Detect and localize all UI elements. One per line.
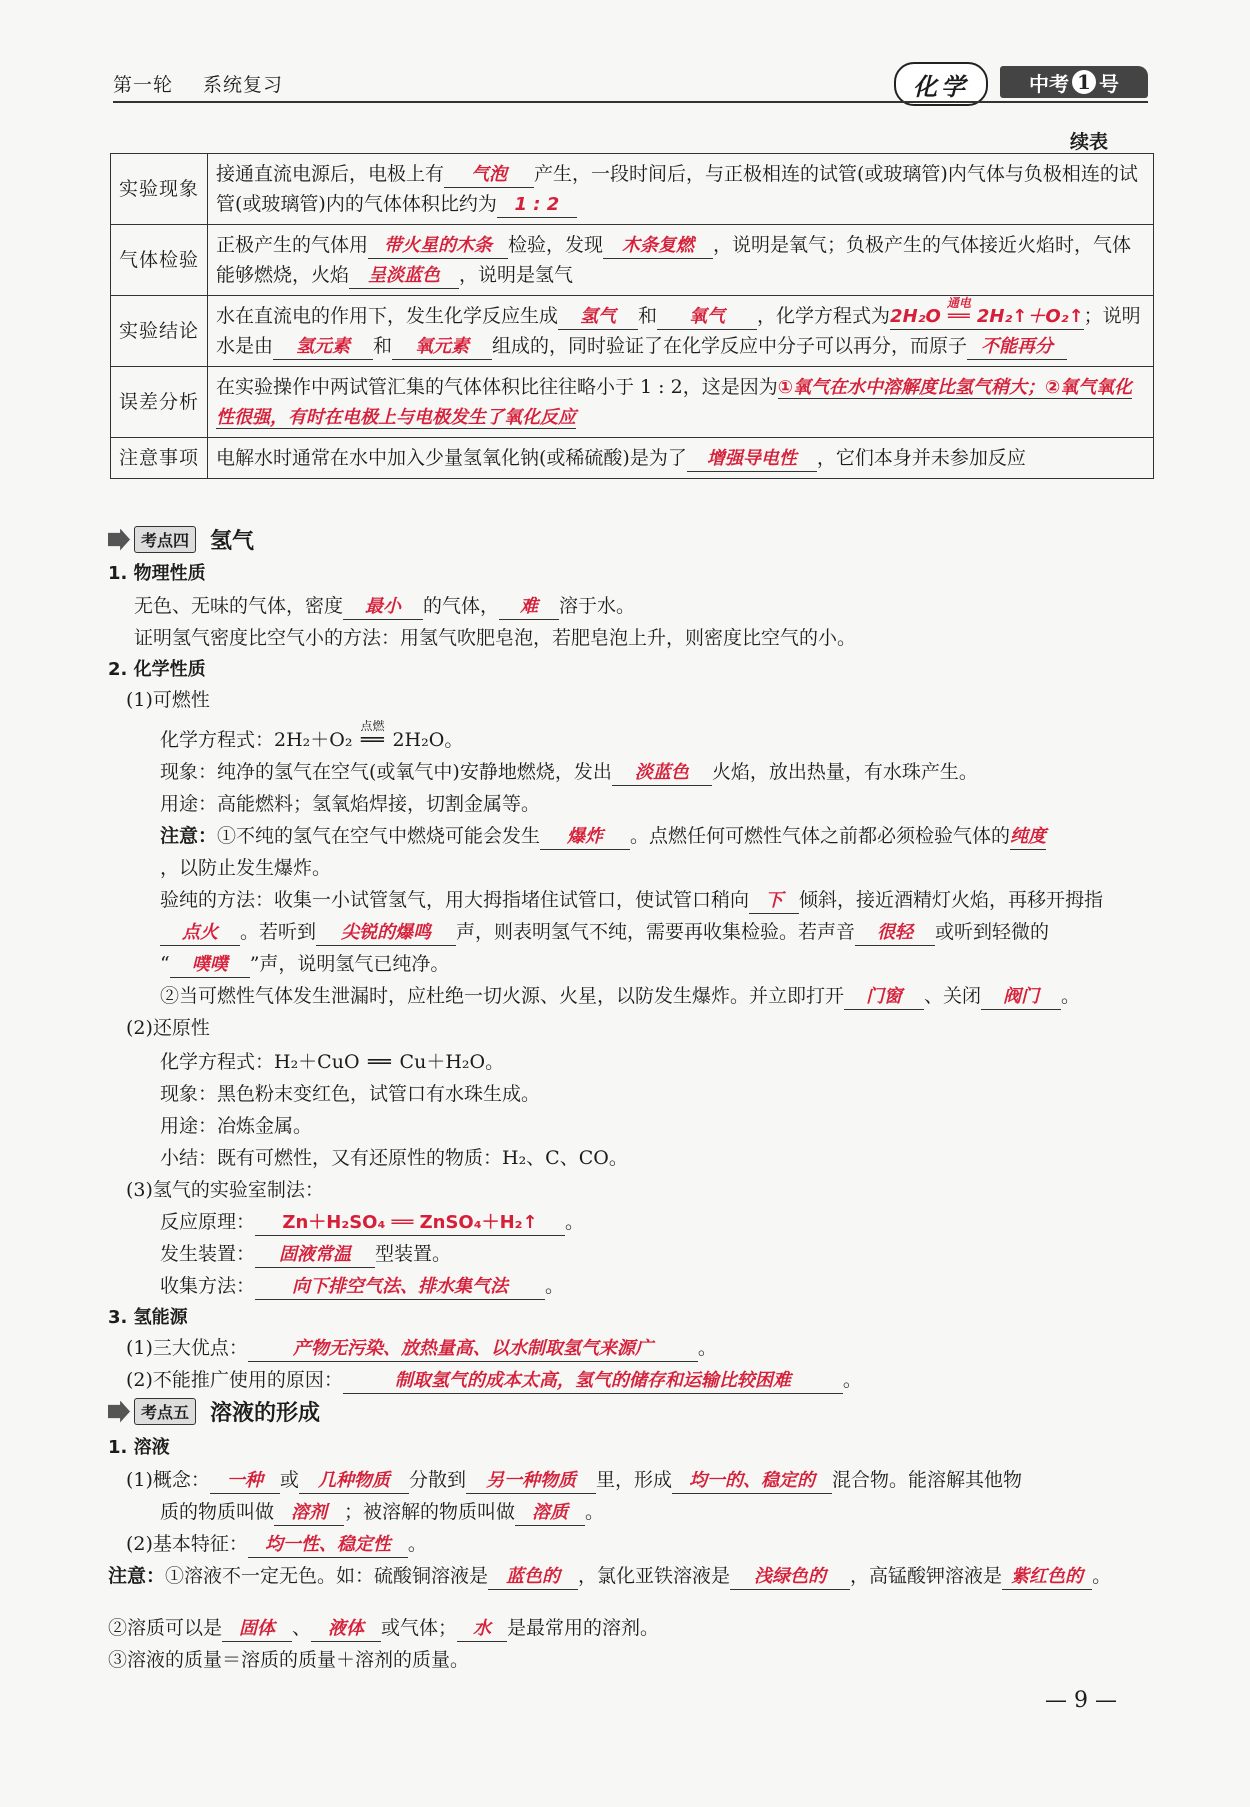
subheading: 1. 物理性质 xyxy=(108,563,206,584)
answer: 紫红色的 xyxy=(1002,1565,1092,1590)
answer: 液体 xyxy=(311,1617,381,1642)
answer: 阀门 xyxy=(981,985,1061,1010)
text: 正极产生的气体用 xyxy=(216,234,369,256)
text: ①不纯的氢气在空气中燃烧可能会发生 xyxy=(217,825,541,847)
answer: 蓝色的 xyxy=(488,1565,578,1590)
text: 。点燃任何可燃性气体之前都必须检验气体的 xyxy=(630,825,1011,847)
text: 。 xyxy=(1061,985,1081,1007)
header-rule xyxy=(113,101,1148,103)
series-badge xyxy=(1000,66,1148,98)
topic-tag: 考点四 xyxy=(134,526,196,553)
text: 无色、无味的气体，密度 xyxy=(134,595,344,617)
answer: 爆炸 xyxy=(540,825,630,850)
text: 产生，一段时间后，与正极相连的试管(或玻璃管)内气体与负极相连的试管(或玻璃管)内的气体体积比约为 xyxy=(216,163,1138,215)
continued-label: 续表 xyxy=(1070,131,1109,153)
row-content xyxy=(208,296,1154,367)
text: 溶于水。 xyxy=(559,595,636,617)
answer: 木条复燃 xyxy=(603,234,713,259)
answer: 难 xyxy=(499,595,559,620)
header-section: 系统复习 xyxy=(203,74,284,96)
text-line xyxy=(160,982,1080,1010)
text: ，氯化亚铁溶液是 xyxy=(578,1565,731,1587)
answer: 固体 xyxy=(222,1617,292,1642)
answer: 溶剂 xyxy=(274,1501,344,1526)
equation-answer xyxy=(890,296,1084,330)
table-row xyxy=(111,225,1154,296)
text-line xyxy=(126,1530,427,1558)
answer: 点火 xyxy=(160,921,240,946)
answer: ①氧气在水中溶解度比氢气稍大；②氧气氧化性很强，有时在电极上与电极发生了氧化反应 xyxy=(216,377,1133,428)
text: ，高锰酸钾溶液是 xyxy=(850,1565,1003,1587)
running-header xyxy=(113,70,313,97)
equation-arrow: ══ 点燃 xyxy=(352,726,392,754)
text: 分散到 xyxy=(408,1469,466,1491)
equation-arrow: ══ xyxy=(368,1051,391,1073)
answer: 几种物质 xyxy=(299,1469,409,1494)
text: 型装置。 xyxy=(375,1243,452,1265)
text-line xyxy=(160,758,978,786)
text-line xyxy=(160,1208,584,1236)
answer: 氧气 xyxy=(657,305,757,330)
text: (1)三大优点： xyxy=(126,1337,248,1359)
experiment-table xyxy=(110,153,1154,479)
equation-condition: 通电 xyxy=(946,296,971,310)
header-part: 第一轮 xyxy=(113,74,174,96)
text-line xyxy=(160,822,1046,850)
answer: 最小 xyxy=(343,595,423,620)
text: 接通直流电源后，电极上有 xyxy=(216,163,445,185)
text: 验纯的方法：收集一小试管氢气，用大拇指堵住试管口，使试管口稍向 xyxy=(160,889,750,911)
subheading: 1. 溶液 xyxy=(108,1437,170,1458)
answer: 带火星的木条 xyxy=(368,234,508,259)
text-line: 小结：既有可燃性，又有还原性的物质：H₂、C、CO。 xyxy=(160,1147,628,1169)
text: 和 xyxy=(638,305,658,327)
text-line xyxy=(160,918,1049,946)
answer: 一种 xyxy=(210,1469,280,1494)
row-header: 误差分析 xyxy=(111,367,208,438)
text: (1)概念： xyxy=(126,1469,210,1491)
badge-prefix: 中考 xyxy=(1029,71,1069,96)
answer: 纯度 xyxy=(1010,825,1046,850)
text-line xyxy=(126,1366,862,1394)
text: ，说明是氧气；负极产生的气体接近火焰时，气体能够燃烧，火焰 xyxy=(216,234,1132,286)
answer: 另一种物质 xyxy=(466,1469,596,1494)
text: 。若听到 xyxy=(240,921,317,943)
topic-title: 氢气 xyxy=(210,529,255,554)
text-line: 现象：黑色粉末变红色，试管口有水珠生成。 xyxy=(160,1083,541,1105)
equation-condition: 点燃 xyxy=(360,719,385,733)
table-row xyxy=(111,367,1154,438)
text: 声，则表明氢气不纯，需要再收集检验。若声音 xyxy=(456,921,856,943)
row-content xyxy=(208,438,1154,479)
text: 质的物质叫做 xyxy=(160,1501,275,1523)
answer: 淡蓝色 xyxy=(612,761,712,786)
text: 和 xyxy=(373,335,393,357)
text: 检验，发现 xyxy=(508,234,604,256)
row-content xyxy=(208,367,1154,438)
text: 电解水时通常在水中加入少量氢氧化钠(或稀硫酸)是为了 xyxy=(216,447,687,469)
answer: 不能再分 xyxy=(967,335,1067,360)
text-line xyxy=(160,1272,564,1300)
text: 。 xyxy=(585,1501,605,1523)
subject-logo: 化学 xyxy=(894,62,988,106)
row-header: 气体检验 xyxy=(111,225,208,296)
row-header: 注意事项 xyxy=(111,438,208,479)
answer: 固液常温 xyxy=(255,1243,375,1268)
text: ，它们本身并未参加反应 xyxy=(816,447,1026,469)
topic-title: 溶液的形成 xyxy=(210,1401,321,1426)
text-line: 用途：冶炼金属。 xyxy=(160,1115,313,1137)
subsection: (2)还原性 xyxy=(126,1017,210,1039)
text: 水在直流电的作用下，发生化学反应生成 xyxy=(216,305,559,327)
text: 是最常用的溶剂。 xyxy=(507,1617,660,1639)
answer: 尖锐的爆鸣 xyxy=(316,921,456,946)
answer: 均一的、稳定的 xyxy=(672,1469,832,1494)
table-row xyxy=(111,296,1154,367)
text: (2)不能推广使用的原因： xyxy=(126,1369,343,1391)
table-row xyxy=(111,154,1154,225)
text: (2)基本特征： xyxy=(126,1533,248,1555)
text: 化学方程式：2H₂＋O₂ xyxy=(160,729,353,751)
text-line xyxy=(134,592,635,620)
text: 。 xyxy=(407,1533,427,1555)
topic-tag: 考点五 xyxy=(134,1398,196,1425)
row-header: 实验结论 xyxy=(111,296,208,367)
answer: 向下排空气法、排水集气法 xyxy=(255,1275,545,1300)
text-line xyxy=(126,1466,1022,1494)
text: Cu＋H₂O。 xyxy=(399,1051,505,1073)
answer: 水 xyxy=(457,1617,507,1642)
text-line xyxy=(160,1240,451,1268)
answer: Zn＋H₂SO₄ ══ ZnSO₄＋H₂↑ xyxy=(255,1211,565,1236)
text: 、关闭 xyxy=(924,985,982,1007)
text: 或气体； xyxy=(381,1617,458,1639)
text: ”声，说明氢气已纯净。 xyxy=(249,953,450,975)
text: 2H₂O。 xyxy=(392,729,464,751)
answer: 产物无污染、放热量高、以水制取氢气来源广 xyxy=(248,1337,698,1362)
text: 在实验操作中两试管汇集的气体体积比往往略小于 1 : 2，这是因为 xyxy=(216,376,778,398)
text: 。 xyxy=(1092,1565,1112,1587)
text: 。 xyxy=(697,1337,717,1359)
equation-left: 2H₂O xyxy=(890,306,941,327)
text: 里，形成 xyxy=(595,1469,672,1491)
text: 的气体， xyxy=(423,595,500,617)
text-line xyxy=(108,1562,1111,1590)
text: 。 xyxy=(565,1211,585,1233)
topic-heading xyxy=(108,1396,320,1427)
text: ，化学方程式为 xyxy=(757,305,891,327)
text-line xyxy=(160,1498,604,1526)
subsection: (3)氢气的实验室制法： xyxy=(126,1179,324,1201)
text-line xyxy=(160,950,449,978)
answer: 溶质 xyxy=(515,1501,585,1526)
equation-right: 2H₂↑＋O₂↑ xyxy=(976,306,1084,327)
note-label: 注意： xyxy=(160,825,218,847)
equation-arrow: ══ 通电 xyxy=(941,305,977,329)
answer: 制取氢气的成本太高，氢气的储存和运输比较困难 xyxy=(343,1369,843,1394)
text: 或 xyxy=(279,1469,299,1491)
text: 现象：纯净的氢气在空气(或氧气中)安静地燃烧，发出 xyxy=(160,761,612,783)
page-number: — 9 — xyxy=(1045,1688,1117,1713)
text: 收集方法： xyxy=(160,1275,256,1297)
answer: 增强导电性 xyxy=(687,447,817,472)
answer: 氢气 xyxy=(558,305,638,330)
text-line: 用途：高能燃料；氢氧焰焊接，切割金属等。 xyxy=(160,793,541,815)
text: 或听到轻微的 xyxy=(935,921,1050,943)
text: “ xyxy=(160,953,170,975)
text: 反应原理： xyxy=(160,1211,256,1233)
answer: 气泡 xyxy=(444,163,534,188)
equation-line xyxy=(160,719,464,754)
text: 火焰，放出热量，有水珠产生。 xyxy=(711,761,978,783)
text: ；说明水是由 xyxy=(216,305,1141,357)
subsection: (1)可燃性 xyxy=(126,689,210,711)
text: 化学方程式：H₂＋CuO xyxy=(160,1051,360,1073)
answer: 门窗 xyxy=(844,985,924,1010)
text: 。 xyxy=(842,1369,862,1391)
row-content xyxy=(208,225,1154,296)
text: ②当可燃性气体发生泄漏时，应杜绝一切火源、火星，以防发生爆炸。并立即打开 xyxy=(160,985,845,1007)
text: 组成的，同时验证了在化学反应中分子可以再分，而原子 xyxy=(492,335,968,357)
answer: 下 xyxy=(749,889,799,914)
answer: 很轻 xyxy=(855,921,935,946)
answer: 氢元素 xyxy=(273,335,373,360)
text: 倾斜，接近酒精灯火焰，再移开拇指 xyxy=(799,889,1104,911)
answer: 浅绿色的 xyxy=(730,1565,850,1590)
badge-suffix: 号 xyxy=(1099,71,1119,96)
arrow-icon xyxy=(108,1401,130,1423)
text-line xyxy=(126,1334,717,1362)
text: ，说明是氢气 xyxy=(459,264,574,286)
text: ；被溶解的物质叫做 xyxy=(344,1501,516,1523)
subheading: 2. 化学性质 xyxy=(108,659,206,680)
text-line xyxy=(160,886,1103,914)
text: 混合物。能溶解其他物 xyxy=(831,1469,1022,1491)
text-line xyxy=(108,1614,659,1642)
text-line: 证明氢气密度比空气小的方法：用氢气吹肥皂泡，若肥皂泡上升，则密度比空气的小。 xyxy=(134,627,857,649)
text: ②溶质可以是 xyxy=(108,1617,223,1639)
answer: 呈淡蓝色 xyxy=(349,264,459,289)
row-content xyxy=(208,154,1154,225)
badge-number: 1 xyxy=(1072,70,1096,94)
answer: 1 : 2 xyxy=(497,193,577,218)
text: 发生装置： xyxy=(160,1243,256,1265)
row-header: 实验现象 xyxy=(111,154,208,225)
answer: 噗噗 xyxy=(170,953,250,978)
answer: 氧元素 xyxy=(392,335,492,360)
note-label: 注意： xyxy=(108,1565,166,1587)
answer: 均一性、稳定性 xyxy=(248,1533,408,1558)
text: 、 xyxy=(292,1617,312,1639)
text: ①溶液不一定无色。如：硫酸铜溶液是 xyxy=(165,1565,489,1587)
text-line: ，以防止发生爆炸。 xyxy=(160,857,332,879)
equation-line xyxy=(160,1048,504,1076)
text: 。 xyxy=(545,1275,565,1297)
topic-heading xyxy=(108,524,254,555)
subheading: 3. 氢能源 xyxy=(108,1307,188,1328)
table-row xyxy=(111,438,1154,479)
arrow-icon xyxy=(108,529,130,551)
text-line: ③溶液的质量＝溶质的质量＋溶剂的质量。 xyxy=(108,1649,470,1671)
